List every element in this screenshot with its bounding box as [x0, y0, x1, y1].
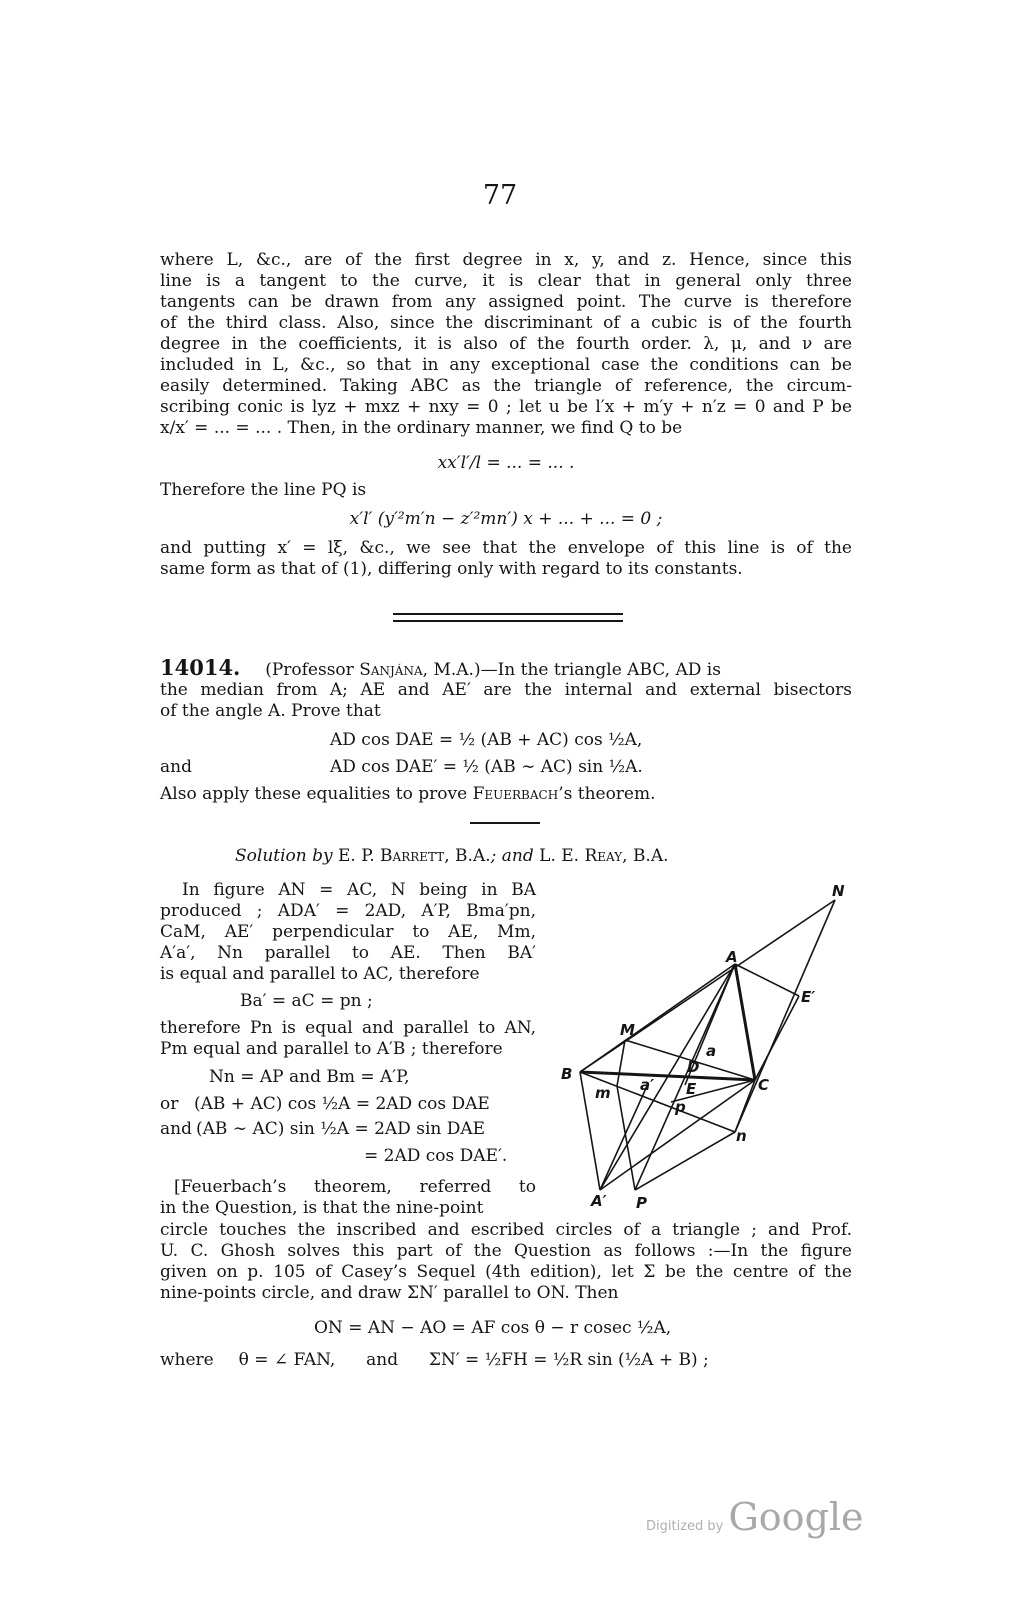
text-line: of the third class. Also, since the discriminant of a cubic is of the fourth: [160, 313, 852, 333]
section-rule: [393, 620, 623, 622]
text-line: tangents can be drawn from any assigned point. The curve is therefore: [160, 292, 852, 312]
label-p: p: [675, 1098, 686, 1116]
short-rule: [470, 822, 540, 824]
text-line: Pm equal and parallel to A′B ; therefore: [160, 1039, 503, 1059]
label-A-prime: A′: [591, 1192, 607, 1210]
text-line: scribing conic is lyz + mxz + nxy = 0 ; let u be l′x + m′y + n′z = 0 and P be: [160, 397, 852, 417]
label-a-prime: a′: [640, 1076, 655, 1094]
text-line: in the Question, is that the nine-point: [160, 1198, 484, 1218]
line-AE-prime: [735, 964, 799, 996]
equation-nn: Nn = AP and Bm = A′P,: [209, 1067, 410, 1087]
page-number: 77: [482, 180, 518, 211]
text-line: A′a′, Nn parallel to AE. Then BA′: [160, 943, 536, 963]
equation-or: (AB + AC) cos ½A = 2AD cos DAE: [194, 1094, 490, 1114]
line-E-prime-C: [755, 996, 799, 1080]
text-line: x/x′ = ... = ... . Then, in the ordinary manner, we find Q to be: [160, 418, 683, 438]
equation-where: where θ = ∠ FAN, and ΣN′ = ½FH = ½R sin (½A + B) ;: [160, 1350, 709, 1370]
equation-1: AD cos DAE = ½ (AB + AC) cos ½A,: [330, 730, 643, 750]
solution-heading: Solution by E. P. Barrett, B.A.; and L. E. Reay, B.A.: [235, 846, 669, 866]
equation-q: xx′l′/l = ... = ... .: [437, 453, 575, 473]
text-line: nine-points circle, and draw ΣN′ parallel to ON. Then: [160, 1283, 619, 1303]
equation-2: AD cos DAE′ = ½ (AB ∼ AC) sin ½A.: [330, 757, 643, 777]
text-line: given on p. 105 of Casey’s Sequel (4th edition), let Σ be the centre of the: [160, 1262, 852, 1282]
label-E-prime: E′: [801, 988, 816, 1006]
label-n: n: [736, 1127, 747, 1145]
text-line: Therefore the line PQ is: [160, 480, 367, 500]
line-Pn: [635, 1132, 735, 1190]
label-D: D: [687, 1058, 700, 1076]
text-line: In figure AN = AC, N being in BA: [182, 880, 536, 900]
figure-labels: [561, 882, 845, 1210]
equation-pq: x′l′ (y′²m′n − z′²mn′) x + ... + ... = 0 ;: [349, 509, 663, 529]
text-line: line is a tangent to the curve, it is clear that in general only three: [160, 271, 852, 291]
label-A: A: [726, 948, 738, 966]
text-line: CaM, AE′ perpendicular to AE, Mm,: [160, 922, 536, 942]
text-line: [Feuerbach’s theorem, referred to: [174, 1177, 536, 1197]
text-line: produced ; ADA′ = 2AD, A′P, Bma′pn,: [160, 901, 536, 921]
equation-and: (AB ∼ AC) sin ½A = 2AD sin DAE: [196, 1119, 486, 1139]
line-mP: [617, 1086, 635, 1190]
text-and: and: [160, 1119, 192, 1139]
geometry-figure: [555, 880, 855, 1210]
line-AC: [735, 964, 755, 1080]
text-or: or: [160, 1094, 179, 1114]
equation-on: ON = AN − AO = AF cos θ − r cosec ½A,: [314, 1318, 672, 1338]
label-a: a: [706, 1042, 717, 1060]
text-line: of the angle A. Prove that: [160, 701, 381, 721]
line-Nn: [735, 900, 835, 1132]
text-line: Also apply these equalities to prove Feuerbach’s theorem.: [160, 784, 656, 804]
text-line: where L, &c., are of the first degree in x, y, and z. Hence, since this: [160, 250, 852, 270]
label-M: M: [620, 1021, 635, 1039]
text-and: and: [160, 757, 192, 777]
label-N: N: [832, 882, 845, 900]
text-line: degree in the coefficients, it is also of the fourth order. λ, μ, and ν are: [160, 334, 852, 354]
text-line: same form as that of (1), differing only with regard to its constants.: [160, 559, 743, 579]
text-line: the median from A; AE and AE′ are the internal and external bisectors: [160, 680, 852, 700]
label-B: B: [561, 1065, 573, 1083]
label-P: P: [636, 1194, 647, 1210]
google-logo: Google: [728, 1495, 864, 1539]
text-line: therefore Pn is equal and parallel to AN,: [160, 1018, 536, 1038]
text-line: U. C. Ghosh solves this part of the Question as follows :—In the figure: [160, 1241, 852, 1261]
text-line: easily determined. Taking ABC as the triangle of reference, the circum-: [160, 376, 852, 396]
text-line: circle touches the inscribed and escribed circles of a triangle ; and Prof.: [160, 1220, 852, 1240]
question-heading: 14014. (Professor Sanjána, M.A.)—In the triangle ABC, AD is: [160, 655, 721, 680]
text-line: and putting x′ = lξ, &c., we see that the envelope of this line is of the: [160, 538, 852, 558]
line-A-prime-C: [600, 1080, 755, 1190]
section-rule: [393, 613, 623, 615]
digitized-watermark: Digitized by Google: [646, 1495, 864, 1539]
line-Bn: [580, 1072, 735, 1132]
equation-last: = 2AD cos DAE′.: [364, 1146, 508, 1166]
text-line: is equal and parallel to AC, therefore: [160, 964, 480, 984]
label-C: C: [758, 1076, 770, 1094]
label-m: m: [595, 1084, 611, 1102]
text-line: included in L, &c., so that in any exceptional case the conditions can be: [160, 355, 852, 375]
question-author: Sanjána: [359, 660, 423, 680]
label-E: E: [686, 1080, 697, 1098]
question-number: 14014.: [160, 655, 241, 680]
equation-ba: Ba′ = aC = pn ;: [240, 991, 373, 1011]
